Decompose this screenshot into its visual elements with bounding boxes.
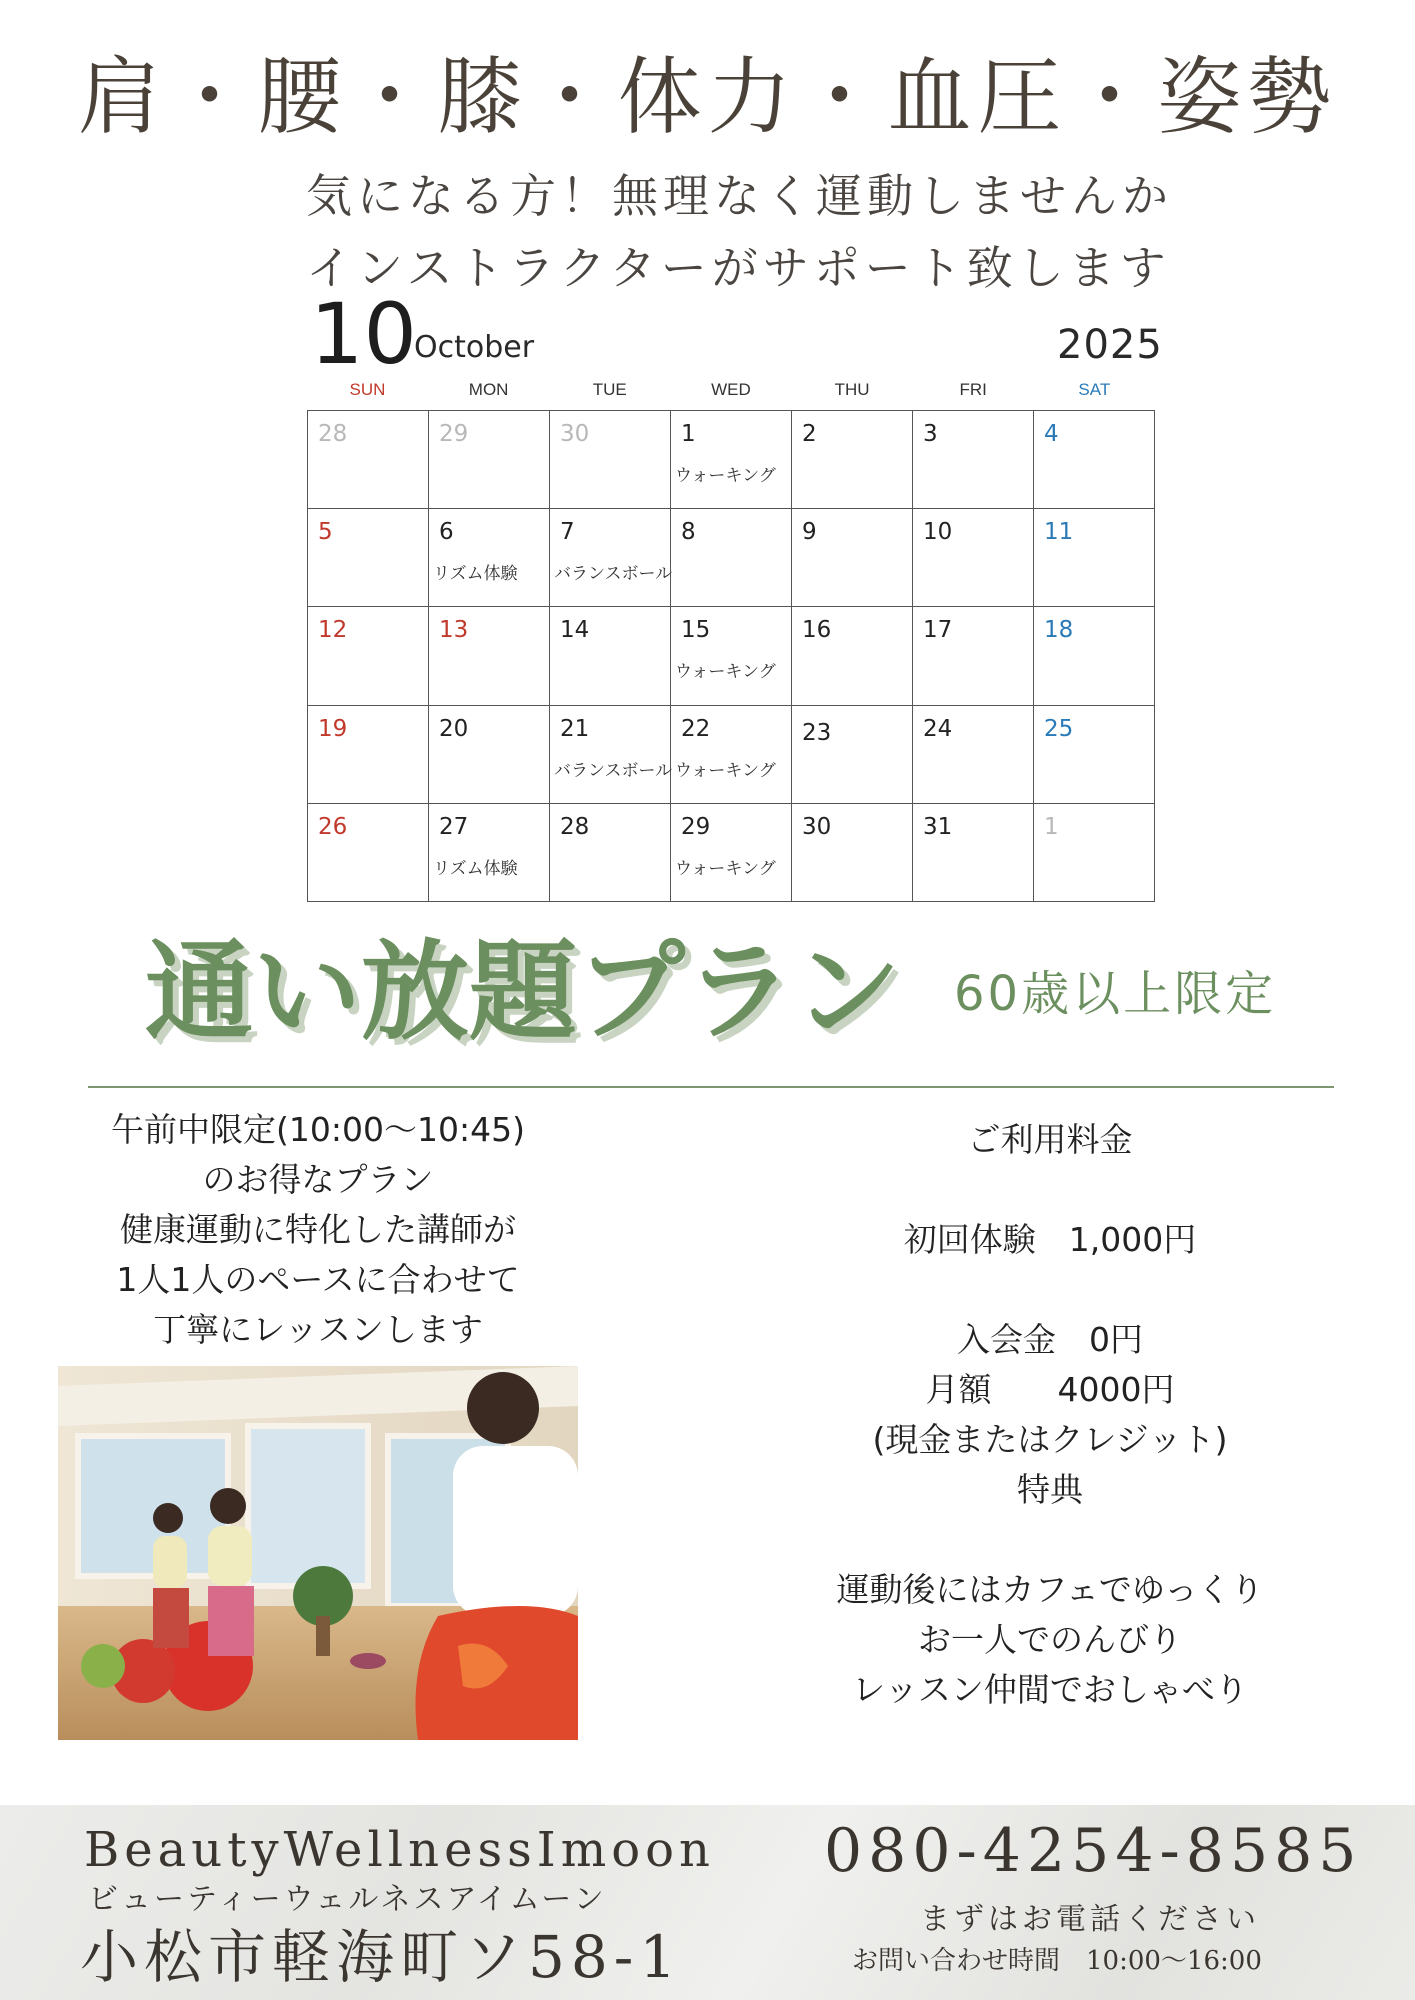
description-line: 午前中限定(10:00〜10:45) [111,1110,525,1149]
calendar-event: バランスボール [554,760,673,781]
calendar-day-number: 11 [1044,519,1074,546]
calendar-cell [429,607,550,705]
calendar-cell [429,509,550,607]
calendar-day-number: 25 [1044,715,1074,742]
plan-title: 通い放題プラン [145,930,902,1055]
calendar-day-number: 7 [560,519,575,546]
calendar-cell [913,804,1034,902]
calendar-cell [671,411,792,509]
calendar-cell [1034,706,1155,804]
calendar-day-number: 9 [802,519,817,546]
calendar-cell [792,509,913,607]
calendar-cell [792,411,913,509]
calendar-day-number: 16 [802,617,832,644]
calendar-cell [913,706,1034,804]
headline: 肩・腰・膝・体力・血圧・姿勢 [77,48,1338,146]
calendar-day-number: 23 [802,719,832,746]
pricing-line [780,1515,1320,1565]
calendar-cell [429,706,550,804]
calendar-day-number: 4 [1044,421,1059,447]
weekday-label: WED [711,380,751,399]
calendar-event: ウォーキング [675,466,776,486]
calendar-day-number: 28 [560,813,590,840]
calendar-cell [308,804,429,902]
calendar-cell [429,804,550,902]
calendar-cell [792,706,913,804]
calendar-day-number: 3 [923,421,938,447]
calendar-day-number: 31 [923,813,953,840]
calendar-day-number: 29 [681,813,711,840]
pricing-line: レッスン仲間でおしゃべり [852,1670,1248,1709]
address: 小松市軽海町ソ58-1 [80,1923,683,1991]
calendar-day-number: 21 [560,715,590,742]
calendar-event: ウォーキング [675,760,776,781]
calendar-cell [671,509,792,607]
description-line: 1人1人のペースに合わせて [116,1260,520,1299]
calendar-cell [550,804,671,902]
calendar-cell [913,509,1034,607]
calendar-cell [550,706,671,804]
calendar-cell [792,607,913,705]
weekday-label: TUE [592,380,627,399]
calendar-day-number: 19 [318,715,348,742]
pricing-block [780,1115,1320,1715]
calendar-cell [308,411,429,509]
calendar-cell [1034,804,1155,902]
calendar-weekday-header [307,380,1155,404]
pricing-line: 入会金 0円 [957,1320,1143,1359]
calendar-cell [671,607,792,705]
pricing-line [780,1165,1320,1215]
calendar-day-number: 2 [802,421,817,447]
calendar-day-number: 15 [681,617,711,644]
description-line: のお得なプラン [202,1160,434,1199]
pricing-line: 特典 [1017,1470,1083,1509]
calendar-year: 2025 [1057,322,1163,368]
calendar-cell [1034,607,1155,705]
calendar-cell [550,509,671,607]
calendar-month-number: 10 [310,285,417,383]
calendar-cell [671,706,792,804]
subline-2: インストラクターがサポート致します [306,241,1171,295]
calendar-cell [1034,411,1155,509]
calendar-event: ウォーキング [675,662,776,683]
pricing-line [780,1265,1320,1315]
pricing-line: (現金またはクレジット) [872,1420,1228,1459]
brand-name-kana: ビューティーウェルネスアイムーン [88,1882,607,1917]
calendar-day-number: 5 [318,519,333,546]
pricing-line: お一人でのんびり [918,1620,1182,1659]
calendar-day-number: 18 [1044,617,1074,644]
calendar-cell [1034,509,1155,607]
weekday-label: FRI [959,380,987,399]
calendar-event: ウォーキング [675,858,776,879]
weekday-label: THU [834,380,870,399]
calendar-day-number: 29 [439,421,469,447]
calendar-event: バランスボール [554,564,673,585]
pricing-line: 月額 4000円 [925,1370,1175,1409]
calendar-day-number: 30 [802,813,832,840]
calendar-cell [671,804,792,902]
weekday-label: SUN [349,380,386,399]
calendar-cell [308,607,429,705]
calendar-day-number: 22 [681,715,711,742]
lesson-photo [58,1366,578,1740]
call-note: まずはお電話ください [920,1902,1260,1937]
calendar-day-number: 8 [681,519,696,546]
calendar-day-number: 14 [560,617,590,644]
weekday-label: MON [468,380,509,399]
calendar-day-number: 28 [318,421,348,447]
calendar-day-number: 17 [923,617,953,644]
calendar-day-number: 24 [923,715,953,742]
plan-age-limit: 60歳以上限定 [954,966,1277,1022]
phone-number[interactable]: 080-4254-8585 [824,1816,1363,1886]
calendar-cell [913,607,1034,705]
calendar-day-number: 27 [439,813,469,840]
calendar-day-number: 30 [560,421,590,447]
calendar-grid [307,410,1155,902]
pricing-line: 運動後にはカフェでゆっくり [836,1570,1264,1609]
description-line: 丁寧にレッスンします [153,1310,483,1349]
subline-1: 気になる方！無理なく運動しませんか [306,169,1173,223]
calendar-day-number: 12 [318,617,348,644]
calendar-cell [550,607,671,705]
calendar-cell [550,411,671,509]
calendar-cell [913,411,1034,509]
calendar-day-number: 6 [439,519,454,546]
calendar-day-number: 1 [681,421,696,447]
plan-description [58,1105,578,1355]
calendar-cell [308,706,429,804]
calendar-cell [792,804,913,902]
brand-name: BeautyWellnessImoon [84,1822,715,1878]
description-line: 健康運動に特化した講師が [120,1210,516,1249]
calendar-day-number: 26 [318,813,348,840]
calendar-event: リズム体験 [433,858,518,879]
calendar-day-number: 20 [439,715,469,742]
calendar-day-number: 13 [439,617,469,644]
calendar-cell [308,509,429,607]
calendar-event: リズム体験 [433,564,518,585]
calendar-day-number: 1 [1044,813,1059,840]
calendar-month-name: October [414,330,535,365]
calendar-day-number: 10 [923,519,953,546]
pricing-line: 初回体験 1,000円 [903,1220,1197,1259]
contact-hours: お問い合わせ時間 10:00〜16:00 [852,1946,1262,1976]
pricing-line: ご利用料金 [967,1120,1133,1159]
section-divider [88,1086,1334,1088]
calendar-cell [429,411,550,509]
weekday-label: SAT [1078,380,1111,399]
